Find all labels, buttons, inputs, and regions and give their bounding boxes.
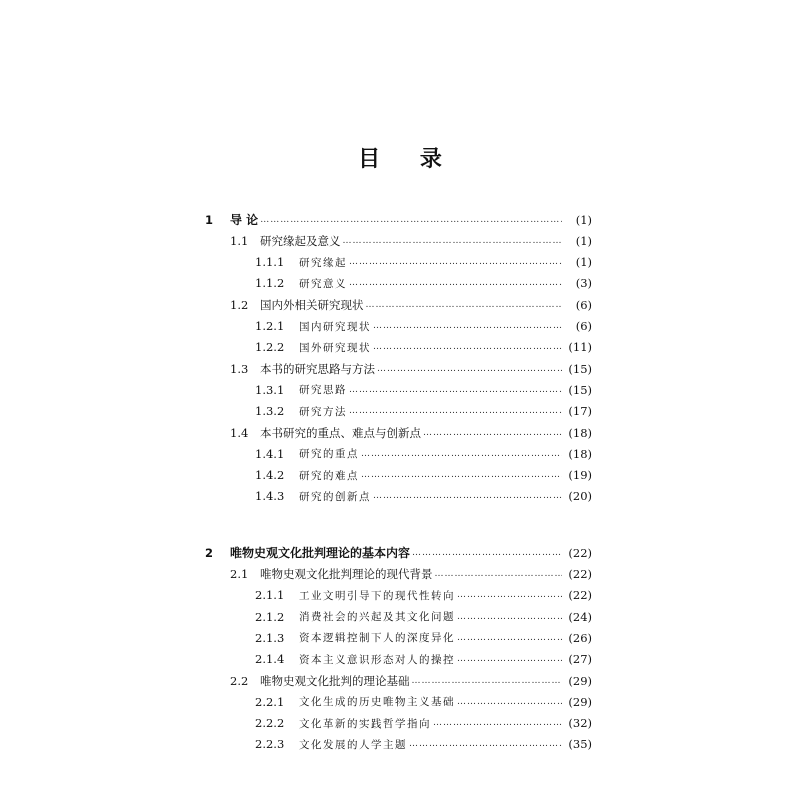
toc-entry [255,337,592,358]
toc-entry-number: 1.2.1 [255,319,285,333]
dot-leader [361,449,562,459]
dot-leader [373,321,562,331]
toc-entry-page: (29) [568,673,592,688]
dot-leader [457,590,562,600]
toc-entry-page: (26) [568,630,592,645]
toc-entry-title: 消费社会的兴起及其文化问题 [299,611,455,624]
toc-entry-title: 国外研究现状 [299,341,371,354]
dot-leader [349,257,562,267]
toc-entry [230,358,592,379]
dot-leader [349,385,562,395]
toc-entry-number: 2.2.3 [255,737,285,752]
toc-entry [255,486,592,507]
toc-entry [230,422,592,443]
toc-entry-number: 1.3 [230,361,249,376]
toc-entry-number: 2.2.2 [255,716,285,731]
toc-entry-number: 1.1 [230,233,249,248]
toc-entry [255,252,592,273]
dot-leader [366,300,563,310]
toc-entry-number: 2.2.1 [255,694,285,709]
toc-entry-page: (15) [568,361,592,376]
dot-leader [373,491,562,501]
toc-entry-title: 研究意义 [299,277,347,290]
toc-entry-number: 2.1.3 [255,630,285,645]
toc-entry-number: 1 [205,212,214,227]
toc-entry-page: (1) [575,212,592,227]
toc-entry-page: (20) [568,489,592,504]
dot-leader [457,633,562,643]
toc-entry-number: 1.2 [230,297,249,312]
toc-entry [230,294,592,315]
dot-leader [457,654,562,664]
toc-entry-page: (32) [568,716,592,731]
toc-entry-page: (17) [568,404,592,419]
toc-entry-page: (3) [575,276,592,291]
toc-entry-number: 2.1.4 [255,652,285,667]
toc-entry-title: 资本逻辑控制下人的深度异化 [299,632,455,645]
toc-entry [255,691,592,712]
toc-entry-number: 1.4.1 [255,446,285,461]
toc-entry-title: 工业文明引导下的现代性转向 [299,589,455,602]
toc-entry-title: 国内研究现状 [299,320,371,333]
toc-entry-title: 研究的重点 [299,448,359,461]
toc-entry-title: 研究方法 [299,405,347,418]
toc-entry [255,734,592,755]
toc-entry [255,649,592,670]
toc-entry-number: 1.3.2 [255,404,285,419]
toc-entry-title: 国内外相关研究现状 [260,297,364,312]
toc-entry-number: 2.1.1 [255,588,285,603]
toc-entry [255,606,592,627]
toc-entry-page: (18) [568,446,592,461]
dot-leader [361,470,562,480]
toc-entry-page: (6) [575,297,592,312]
page-title: 目 录 [358,147,458,172]
dot-leader [373,342,562,352]
dot-leader [433,718,562,728]
toc-entry [205,209,592,230]
toc-entry [255,401,592,422]
dot-leader [409,739,562,749]
toc-entry-page: (27) [568,652,592,667]
toc-entry-page: (6) [575,319,592,333]
dot-leader [457,612,562,622]
toc-entry [230,670,592,691]
toc-entry-title: 研究思路 [299,384,347,397]
toc-entry-number: 1.4.2 [255,468,285,483]
toc-entry-page: (1) [575,255,592,270]
toc-entry [255,465,592,486]
toc-entry [230,564,592,585]
toc-entry-page: (29) [568,694,592,709]
dot-leader [343,236,563,246]
toc-entry-number: 1.1.1 [255,255,285,270]
dot-leader [412,676,563,686]
toc-entry-title: 资本主义意识形态对人的操控 [299,653,455,666]
toc-entry [255,443,592,464]
toc-entry-title: 唯物史观文化批判理论的基本内容 [230,546,411,561]
toc-entry-title: 研究的创新点 [299,490,371,503]
toc-entry [205,542,592,563]
toc-entry-number: 2.1.2 [255,609,285,624]
toc-entry-title: 导 论 [230,213,259,227]
toc-entry-title: 文化生成的历史唯物主义基础 [299,696,455,709]
toc-entry-number: 2.2 [230,673,249,688]
toc-entry-page: (15) [568,382,592,397]
toc-entry-number: 1.4 [230,425,249,440]
dot-leader [423,428,562,438]
toc-entry-title: 唯物史观文化批判的理论基础 [260,673,410,688]
toc-entry-number: 2.1 [230,567,249,581]
dot-leader [349,406,562,416]
toc-entry-number: 1.2.2 [255,340,285,355]
toc-entry-title: 研究缘起 [299,256,347,269]
dot-leader [349,278,562,288]
toc-entry-title: 文化革新的实践哲学指向 [299,717,431,730]
toc-entry-number: 1.3.1 [255,382,285,397]
toc-entry-number: 2 [205,545,214,560]
toc-entry [255,585,592,606]
toc-entry-page: (22) [568,545,592,560]
toc-entry-title: 研究缘起及意义 [260,233,341,248]
toc-entry-page: (11) [568,340,592,355]
toc-entry [230,230,592,251]
toc-entry-title: 研究的难点 [299,469,359,482]
toc-entry [255,273,592,294]
toc-entry-page: (18) [568,425,592,440]
toc-entry [255,316,592,337]
toc-entry-number: 1.4.3 [255,489,285,504]
toc-entry-title: 唯物史观文化批判理论的现代背景 [260,567,433,581]
toc-entry-page: (24) [568,609,592,624]
toc-entry-title: 本书研究的重点、难点与创新点 [260,425,421,440]
toc-entry [255,627,592,648]
dot-leader [412,548,562,558]
toc-entry-title: 文化发展的人学主题 [299,738,407,751]
toc-entry-number: 1.1.2 [255,276,285,291]
dot-leader [377,364,562,374]
toc-entry [255,713,592,734]
toc-entry-page: (1) [575,233,592,248]
dot-leader [260,215,562,225]
toc-entry-page: (22) [568,567,592,581]
dot-leader [435,569,563,579]
toc-entry-page: (35) [568,737,592,752]
dot-leader [457,697,562,707]
toc-entry-page: (22) [568,588,592,603]
toc-entry [255,379,592,400]
toc-entry-page: (19) [568,468,592,483]
toc-entry-title: 本书的研究思路与方法 [260,361,375,376]
